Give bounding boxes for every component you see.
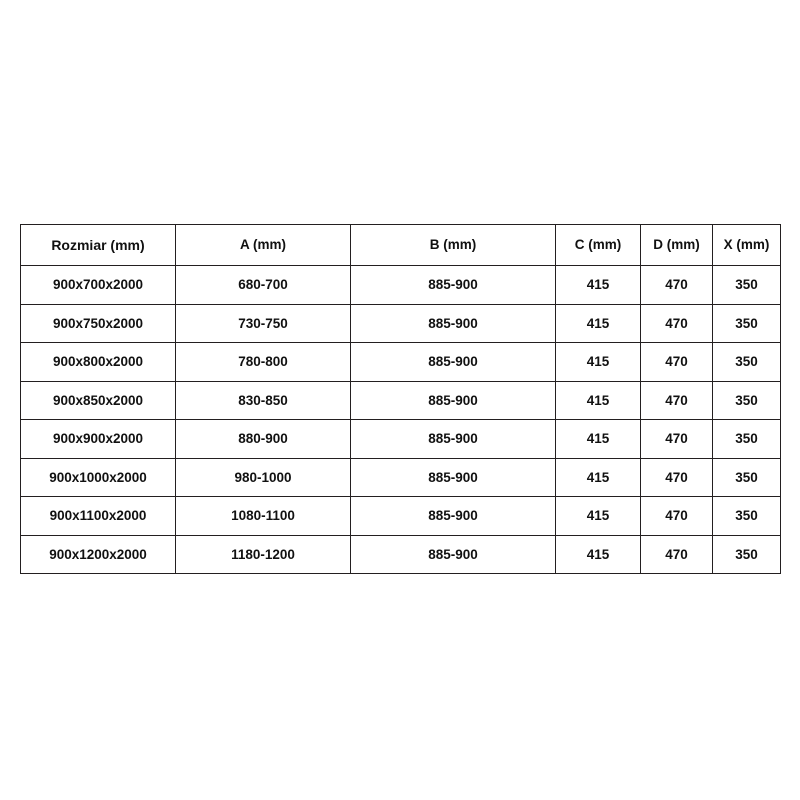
column-header-x: X (mm) xyxy=(713,225,781,266)
cell-b: 885-900 xyxy=(351,381,556,420)
table-row xyxy=(21,304,781,343)
cell-a: 730-750 xyxy=(176,304,351,343)
cell-x: 350 xyxy=(713,458,781,497)
table-row xyxy=(21,420,781,459)
cell-b: 885-900 xyxy=(351,497,556,536)
cell-c: 415 xyxy=(556,535,641,574)
cell-d: 470 xyxy=(641,535,713,574)
column-header-d: D (mm) xyxy=(641,225,713,266)
cell-c: 415 xyxy=(556,343,641,382)
cell-a: 980-1000 xyxy=(176,458,351,497)
cell-size: 900x900x2000 xyxy=(21,420,176,459)
cell-x: 350 xyxy=(713,304,781,343)
cell-size: 900x850x2000 xyxy=(21,381,176,420)
table-row xyxy=(21,381,781,420)
table-row xyxy=(21,458,781,497)
table-row xyxy=(21,266,781,305)
specification-table xyxy=(20,224,781,574)
column-header-a: A (mm) xyxy=(176,225,351,266)
table-body xyxy=(21,266,781,574)
column-header-b: B (mm) xyxy=(351,225,556,266)
cell-a: 1180-1200 xyxy=(176,535,351,574)
cell-b: 885-900 xyxy=(351,535,556,574)
cell-x: 350 xyxy=(713,266,781,305)
cell-x: 350 xyxy=(713,420,781,459)
cell-d: 470 xyxy=(641,381,713,420)
column-header-c: C (mm) xyxy=(556,225,641,266)
cell-size: 900x700x2000 xyxy=(21,266,176,305)
cell-size: 900x1100x2000 xyxy=(21,497,176,536)
table-header xyxy=(21,225,781,266)
cell-a: 780-800 xyxy=(176,343,351,382)
cell-c: 415 xyxy=(556,458,641,497)
cell-b: 885-900 xyxy=(351,266,556,305)
cell-d: 470 xyxy=(641,458,713,497)
cell-d: 470 xyxy=(641,343,713,382)
cell-b: 885-900 xyxy=(351,458,556,497)
cell-x: 350 xyxy=(713,381,781,420)
cell-b: 885-900 xyxy=(351,420,556,459)
cell-size: 900x800x2000 xyxy=(21,343,176,382)
cell-x: 350 xyxy=(713,535,781,574)
column-header-rozmiar: Rozmiar (mm) xyxy=(21,225,176,266)
table-header-row xyxy=(21,225,781,266)
specification-table-container xyxy=(20,224,780,574)
table-row xyxy=(21,497,781,536)
cell-size: 900x750x2000 xyxy=(21,304,176,343)
cell-b: 885-900 xyxy=(351,343,556,382)
cell-size: 900x1200x2000 xyxy=(21,535,176,574)
cell-a: 680-700 xyxy=(176,266,351,305)
cell-d: 470 xyxy=(641,420,713,459)
cell-x: 350 xyxy=(713,343,781,382)
cell-d: 470 xyxy=(641,266,713,305)
cell-a: 1080-1100 xyxy=(176,497,351,536)
cell-x: 350 xyxy=(713,497,781,536)
cell-c: 415 xyxy=(556,497,641,536)
cell-d: 470 xyxy=(641,497,713,536)
table-row xyxy=(21,343,781,382)
cell-a: 830-850 xyxy=(176,381,351,420)
table-row xyxy=(21,535,781,574)
cell-size: 900x1000x2000 xyxy=(21,458,176,497)
cell-d: 470 xyxy=(641,304,713,343)
cell-a: 880-900 xyxy=(176,420,351,459)
cell-c: 415 xyxy=(556,304,641,343)
cell-c: 415 xyxy=(556,381,641,420)
cell-c: 415 xyxy=(556,420,641,459)
cell-c: 415 xyxy=(556,266,641,305)
cell-b: 885-900 xyxy=(351,304,556,343)
